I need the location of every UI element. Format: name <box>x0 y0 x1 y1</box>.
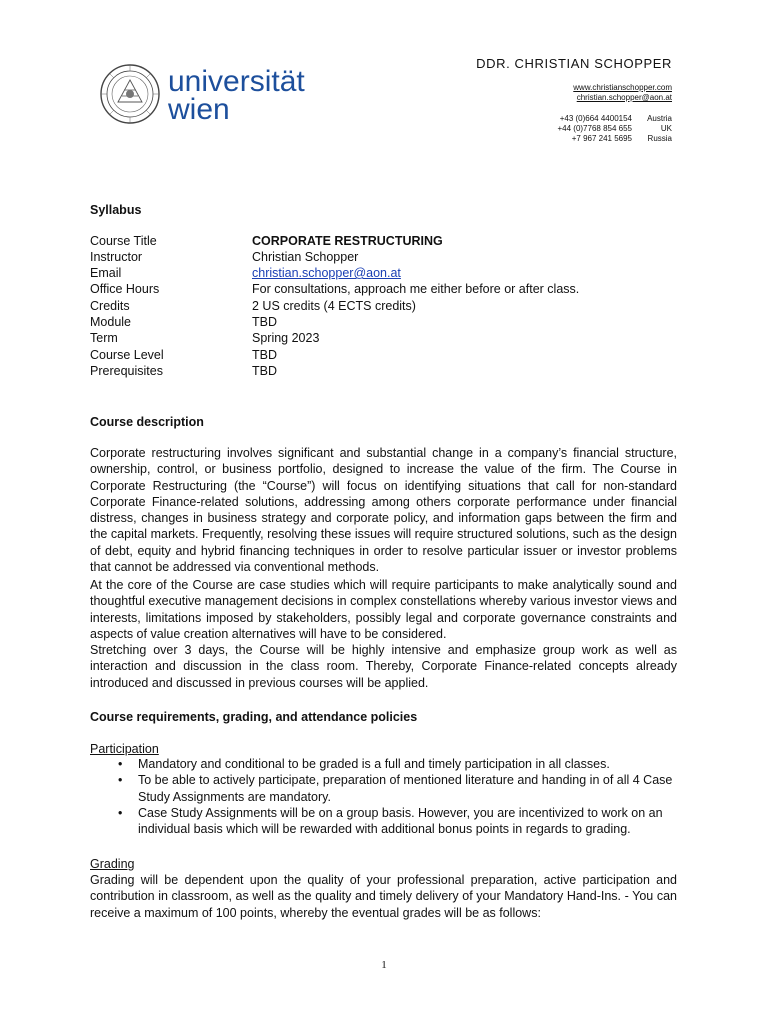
course-info-key: Office Hours <box>90 282 160 296</box>
phone-country: UK <box>660 124 672 133</box>
course-info-row <box>90 331 690 347</box>
course-info-key: Term <box>90 331 118 345</box>
course-info-row <box>90 299 690 315</box>
course-info-key: Module <box>90 315 131 329</box>
course-info-value: TBD <box>252 364 277 378</box>
instructor-email-link[interactable]: christian.schopper@aon.at <box>252 266 401 280</box>
contact-email-link[interactable]: christian.schopper@aon.at <box>576 93 672 102</box>
logo-text-universitaet: universität <box>168 65 305 98</box>
university-logo <box>100 62 330 126</box>
course-info-value: Spring 2023 <box>252 331 320 345</box>
course-info-value: TBD <box>252 348 277 362</box>
course-info-value: TBD <box>252 315 277 329</box>
course-info-key: Instructor <box>90 250 143 264</box>
website-link-wrap <box>573 83 672 92</box>
course-description-heading: Course description <box>90 415 204 429</box>
phone-number: +44 (0)7768 854 655 <box>557 124 632 133</box>
course-info-value: Christian Schopper <box>252 250 359 264</box>
phone-country: Austria <box>647 114 672 123</box>
course-title: CORPORATE RESTRUCTURING <box>252 234 443 248</box>
course-info-row <box>90 364 690 380</box>
logo-text-wien: wien <box>168 93 230 126</box>
course-info-value: For consultations, approach me either before or after class. <box>252 282 580 296</box>
course-info-row <box>90 250 690 266</box>
grading-heading: Grading <box>90 857 135 871</box>
requirements-heading: Course requirements, grading, and attendance policies <box>90 710 418 724</box>
list-item <box>90 772 680 805</box>
bullet-icon: • <box>118 757 123 771</box>
course-info-key: Credits <box>90 299 130 313</box>
course-info-key: Course Level <box>90 348 164 362</box>
description-paragraph: At the core of the Course are case studies which will require participants to make analytically sound and thoughtful executive management decisions in complex constellations whereby various investor views and interests, limitations imposed by stakeholders, possibly legal and corporate governance constraints and aspects of value creation alternatives will have to be considered. <box>90 578 677 641</box>
website-link[interactable]: www.christianschopper.com <box>573 83 672 92</box>
course-info-row <box>90 266 690 282</box>
syllabus-heading: Syllabus <box>90 203 142 217</box>
participation-heading: Participation <box>90 742 159 756</box>
list-item <box>90 805 680 838</box>
description-paragraph: Stretching over 3 days, the Course will be highly intensive and emphasize group work as well as interaction and discussion in the class room. Thereby, Corporate Finance-related concepts already introduced and discussed in previous courses will be applied. <box>90 643 677 690</box>
course-info-key: Prerequisites <box>90 364 163 378</box>
phone-number: +43 (0)664 4400154 <box>559 114 632 123</box>
phone-country: Russia <box>647 134 672 143</box>
university-seal-icon <box>100 62 330 126</box>
course-info-key: Email <box>90 266 122 280</box>
page-number: 1 <box>381 959 387 971</box>
contact-email-wrap <box>577 93 672 102</box>
course-info-row <box>90 315 690 331</box>
author-name: DDR. CHRISTIAN SCHOPPER <box>476 56 672 71</box>
course-info-value: 2 US credits (4 ECTS credits) <box>252 299 416 313</box>
course-info-row <box>90 282 690 298</box>
list-item-text: Mandatory and conditional to be graded is a full and timely participation in all classes. <box>138 757 610 771</box>
participation-list <box>90 756 680 837</box>
bullet-icon: • <box>118 773 123 788</box>
course-info-row <box>90 348 690 364</box>
list-item-text: Case Study Assignments will be on a group basis. However, you are incentivized to work on an individual basis which will be rewarded with additional bonus points in regards to grading. <box>138 805 663 837</box>
description-paragraph: Corporate restructuring involves significant and substantial change in a company’s financial structure, ownership, control, or business portfolio, designed to increase the value of the firm. The Course in Corporate Restructuring (the “Course”) will focus on identifying situations that call for non-standard Corporate Finance-related solutions, addressing among others corporate performance under financial distress, changes in business strategy and corporate policy, and information gaps between the firm and the capital markets. Frequently, resolving these issues will require structured solutions, such as the design of debt, equity and hybrid financing techniques in order to resolve particular issuer or investor problems that cannot be addressed via conventional methods. <box>90 446 677 575</box>
bullet-icon: • <box>118 805 123 820</box>
grading-paragraph: Grading will be dependent upon the quality of your professional preparation, active participation and contribution in classroom, as well as the quality and timely delivery of your Mandatory Hand-Ins. - You can receive a maximum of 100 points, whereby the eventual grades will be as follows: <box>90 873 677 920</box>
phone-russia <box>544 134 672 143</box>
course-info-row <box>90 234 690 250</box>
phone-austria <box>544 114 672 123</box>
phone-uk <box>544 124 672 133</box>
list-item <box>90 756 680 772</box>
list-item-text: To be able to actively participate, preparation of mentioned literature and handing in of all 4 Case Study Assignments are mandatory. <box>138 773 673 804</box>
phone-number: +7 967 241 5695 <box>571 134 632 143</box>
course-info-key: Course Title <box>90 234 157 248</box>
